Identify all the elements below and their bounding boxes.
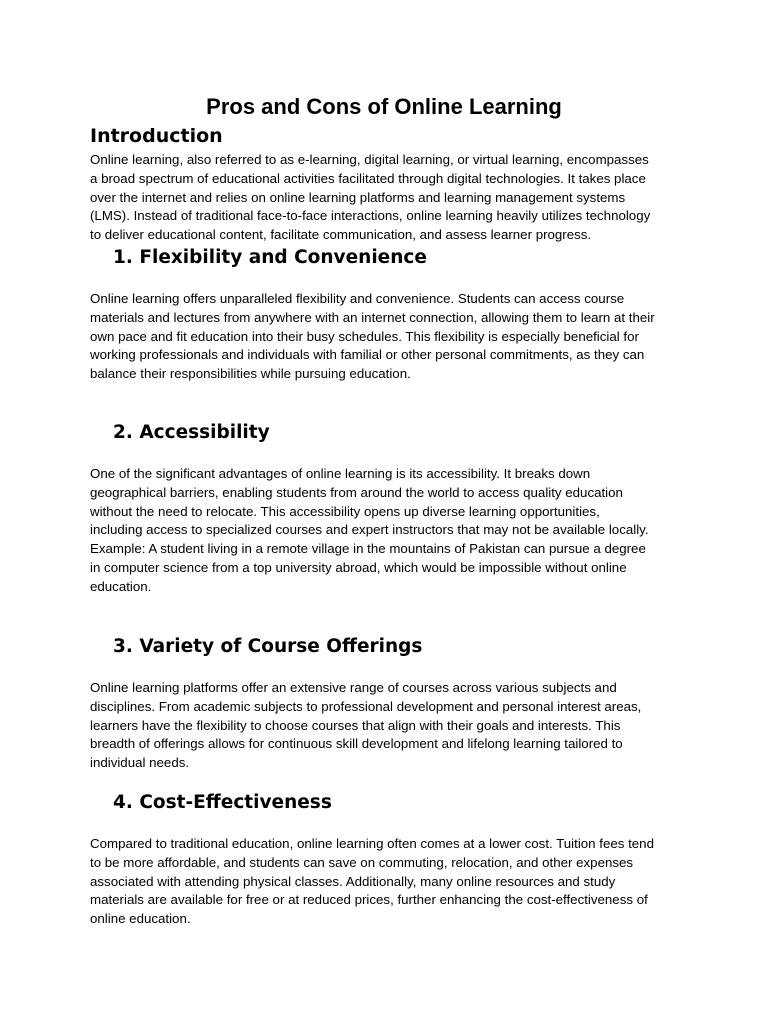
paragraph-line: geographical barriers, enabling students from around the world to access quality education [90, 484, 623, 500]
introduction-paragraph [90, 151, 680, 245]
paragraph-line: associated with attending physical classes. Additionally, many online resources and study [90, 873, 616, 889]
paragraph-line: learners have the flexibility to choose courses that align with their goals and interests. This [90, 717, 621, 733]
paragraph-line: to be more affordable, and students can save on commuting, relocation, and other expenses [90, 854, 634, 870]
section-paragraph-course-variety [90, 679, 680, 773]
paragraph-line: working professionals and individuals with familial or other personal commitments, as they can [90, 347, 645, 363]
paragraph-line: over the internet and relies on online learning platforms and learning management systems [90, 189, 626, 205]
section-paragraph-flexibility [90, 290, 680, 384]
paragraph-line: Compared to traditional education, online learning often comes at a lower cost. Tuition fees tend [90, 836, 654, 851]
paragraph-line: to deliver educational content, facilitate communication, and assess learner progress. [90, 227, 592, 243]
paragraph-line: online education. [90, 911, 191, 927]
paragraph-line: balance their responsibilities while pursuing education. [90, 366, 411, 382]
paragraph-line: One of the significant advantages of online learning is its accessibility. It breaks down [90, 466, 591, 481]
section-paragraph-cost-effectiveness [90, 835, 680, 929]
paragraph-line: Online learning, also referred to as e-learning, digital learning, or virtual learning, encompasses [90, 152, 649, 167]
paragraph-line: (LMS). Instead of traditional face-to-face interactions, online learning heavily utilizes technology [90, 208, 651, 224]
section-heading-flexibility: 1. Flexibility and Convenience [113, 247, 427, 268]
paragraph-line: Online learning offers unparalleled flexibility and convenience. Students can access course [90, 291, 625, 306]
section-heading-accessibility: 2. Accessibility [113, 422, 270, 443]
document-title: Pros and Cons of Online Learning [206, 94, 562, 119]
paragraph-line: a broad spectrum of educational activities facilitated through digital technologies. It takes place [90, 170, 646, 186]
section-heading-cost-effectiveness: 4. Cost-Effectiveness [113, 792, 332, 813]
paragraph-line: breadth of offerings allows for continuous skill development and lifelong learning tailored to [90, 736, 623, 752]
paragraph-line: materials and lectures from anywhere with an internet connection, allowing them to learn at their [90, 309, 655, 325]
paragraph-line: Online learning platforms offer an extensive range of courses across various subjects and [90, 680, 617, 695]
paragraph-line: without the need to relocate. This accessibility opens up diverse learning opportunities, [90, 503, 600, 519]
paragraph-line: including access to specialized courses and expert instructors that may not be available locally. [90, 522, 649, 538]
introduction-heading: Introduction [90, 125, 223, 147]
section-paragraph-accessibility [90, 465, 680, 597]
section-heading-course-variety: 3. Variety of Course Offerings [113, 636, 423, 657]
paragraph-line: Example: A student living in a remote village in the mountains of Pakistan can pursue a degree [90, 541, 646, 557]
paragraph-line: materials are available for free or at reduced prices, further enhancing the cost-effectiveness of [90, 892, 648, 908]
paragraph-line: disciplines. From academic subjects to professional development and personal interest areas, [90, 698, 642, 714]
paragraph-line: in computer science from a top university abroad, which would be impossible without online [90, 559, 627, 575]
paragraph-line: own pace and fit education into their busy schedules. This flexibility is especially beneficial for [90, 328, 639, 344]
paragraph-line: education. [90, 578, 152, 594]
paragraph-line: individual needs. [90, 755, 190, 771]
